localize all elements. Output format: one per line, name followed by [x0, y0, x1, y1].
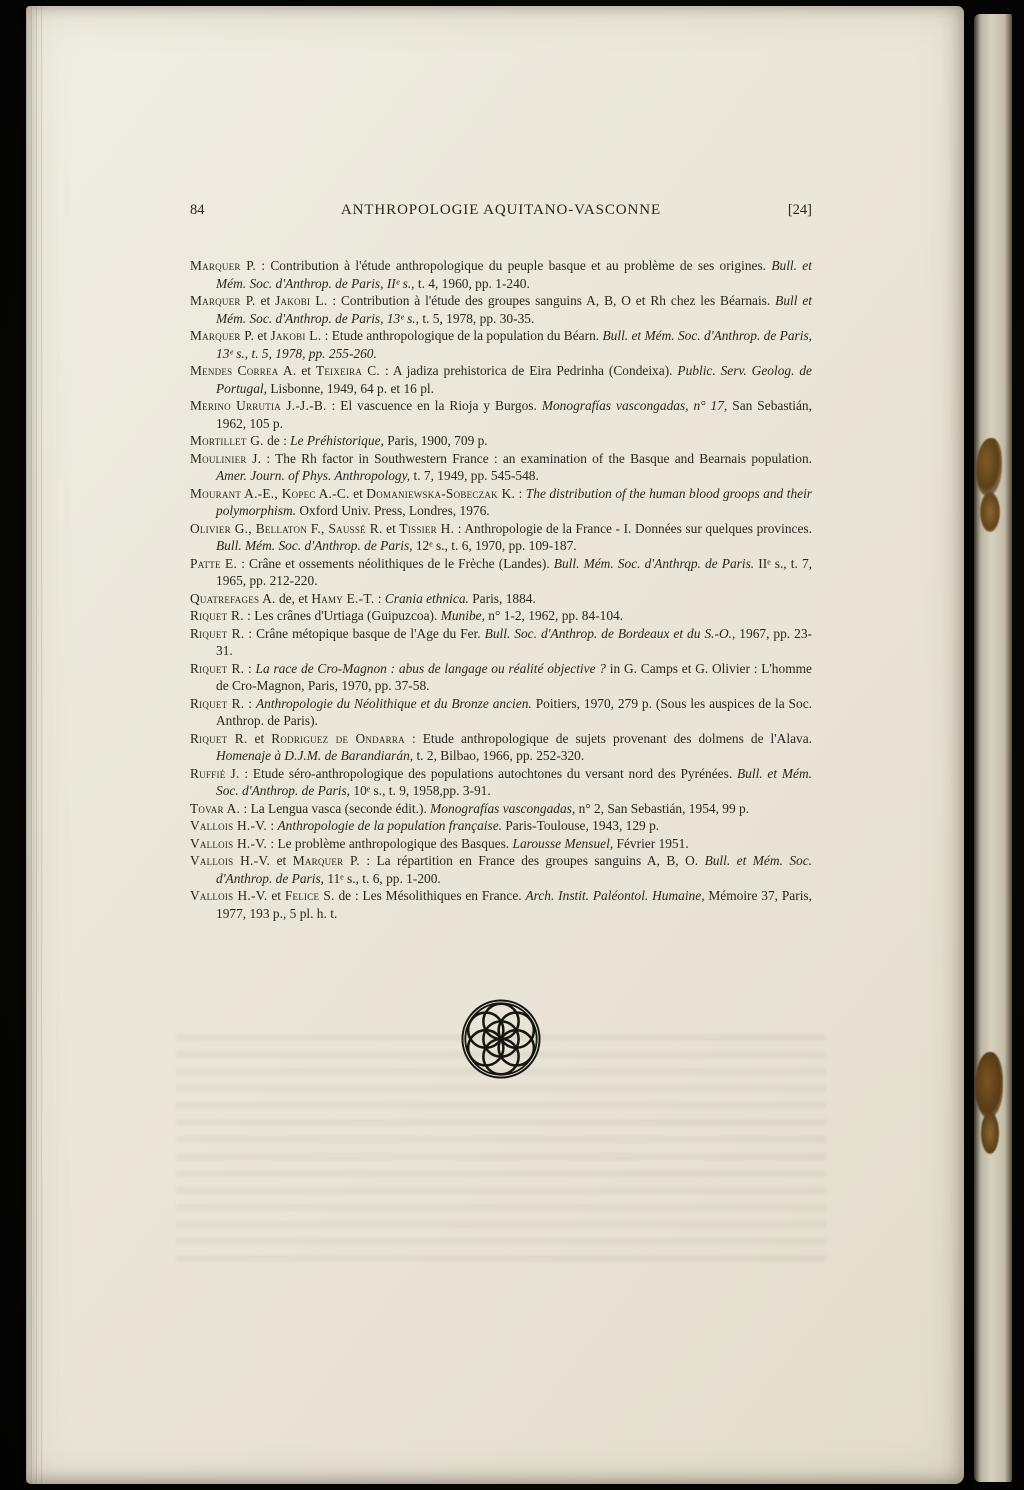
reference-text: : — [244, 695, 256, 711]
reference-text: : A jadiza prehistorica de Eira Pedrinha (Condeixa). — [380, 363, 678, 378]
author-name: Mendes Correa A. — [190, 363, 297, 378]
reference-text: et — [254, 328, 271, 343]
journal-title: Bull. et Mém. Soc. d'Anthrop. de Paris, — [216, 765, 812, 798]
reference-entry — [190, 485, 812, 520]
reference-text: : Les crânes d'Urtiaga (Guipuzcoa). — [243, 608, 441, 623]
bibliography-list — [190, 257, 812, 922]
author-name: Riquet R. — [190, 625, 245, 641]
reference-text: de : — [263, 433, 291, 448]
journal-title: Munibe, — [440, 608, 485, 623]
author-name: Marquer P. — [190, 293, 256, 308]
reference-text: Paris, 1884. — [468, 590, 536, 606]
reference-entry — [190, 450, 812, 485]
author-name: Olivier G., Bellaton F., Saussé R. — [190, 520, 383, 536]
reference-text: Paris, 1900, 709 p. — [383, 433, 488, 448]
reference-text: : Anthropologie de la France - I. Données sur quelques provinces. — [454, 520, 812, 536]
reference-text: 11ᵉ s., t. 6, pp. 1-200. — [324, 870, 441, 886]
journal-title: The distribution of the human blood groops and their polymorphism. — [216, 485, 813, 518]
author-name: Tovar A. — [190, 800, 241, 816]
book-page — [26, 6, 964, 1484]
reference-entry — [190, 765, 812, 800]
reference-text: : — [374, 590, 385, 606]
binding-stain — [975, 1052, 1003, 1118]
author-name: Moulinier J. — [190, 450, 262, 466]
author-name: Vallois H.-V. — [190, 818, 268, 833]
author-name: Rodriguez de Ondarra — [271, 730, 405, 746]
journal-title: Anthropologie de la population française. — [277, 818, 502, 833]
reference-text: 12ᵉ s., t. 6, 1970, pp. 109-187. — [412, 538, 577, 553]
reference-text: de, et — [275, 590, 312, 606]
reference-text: : Etude anthropologique de la population du Béarn. — [321, 328, 603, 343]
reference-text: Lisbonne, 1949, 64 p. et 16 pl. — [266, 380, 434, 396]
author-name: Jakobi L. — [275, 293, 328, 308]
adjacent-page-edge — [974, 14, 1012, 1482]
reference-text: et — [349, 485, 367, 501]
journal-title: La race de Cro-Magnon : abus de langage ou réalité objective ? — [255, 660, 607, 676]
reference-text: t. 5, 1978, pp. 30-35. — [419, 310, 535, 326]
reference-text: et — [247, 730, 272, 746]
reference-text: IIᵉ s., t. 7, 1965, pp. 212-220. — [216, 555, 812, 588]
reference-entry — [190, 730, 812, 765]
reference-entry — [190, 625, 812, 660]
reference-entry — [190, 817, 812, 835]
author-name: Mortillet G. — [190, 433, 264, 448]
author-name: Merino Urrutia J.-J.-B. — [190, 398, 327, 413]
reference-entry — [190, 835, 812, 853]
reference-text: et — [382, 520, 400, 536]
reference-text: Mémoire 37, Paris, 1977, 193 p., 5 pl. h. t. — [216, 888, 812, 921]
reference-entry — [190, 555, 812, 590]
author-name: Riquet R. — [190, 608, 244, 623]
running-title: ANTHROPOLOGIE AQUITANO-VASCONNE — [340, 202, 662, 218]
journal-title: Monografías vascongadas, n° 17, — [541, 398, 728, 413]
author-name: Marquer P. — [292, 853, 360, 868]
reference-entry — [190, 660, 812, 695]
author-name: Riquet R. — [190, 660, 245, 676]
reference-text: 10ᵉ s., t. 9, 1958,pp. 3-91. — [350, 783, 491, 798]
reference-text: : El vascuence en la Rioja y Burgos. — [326, 398, 542, 413]
author-name: Felice S. — [284, 888, 335, 903]
author-name: Vallois H.-V. — [190, 888, 268, 903]
author-name: Patte E. — [190, 555, 238, 571]
reference-text: San Sebastián, 1962, 105 p. — [216, 398, 812, 431]
reference-text: t. 4, 1960, pp. 1-240. — [414, 275, 530, 291]
author-name: Tissier H. — [399, 520, 455, 536]
journal-title: Crania ethnica. — [384, 590, 469, 606]
reference-text: de : Les Mésolithiques en France. — [334, 888, 526, 903]
reference-text: : Contribution à l'étude anthropologique du peuple basque et au problème de ses origines. — [256, 258, 772, 273]
reference-entry — [190, 852, 812, 887]
author-name: Vallois H.-V. — [190, 835, 268, 851]
reference-text: n° 2, San Sebastián, 1954, 99 p. — [575, 800, 750, 816]
author-name: Jakobi L. — [270, 328, 322, 343]
reference-text: : La répartition en France des groupes sanguins A, B, O. — [359, 853, 705, 868]
journal-title: Monografías vascongadas, — [430, 800, 576, 816]
reference-text: et — [270, 853, 293, 868]
page-content — [190, 6, 812, 1080]
reference-text: t. 7, 1949, pp. 545-548. — [410, 468, 539, 483]
author-name: Mourant A.-E., Kopec A.-C. — [190, 485, 350, 501]
reference-text: Poitiers, 1970, 279 p. (Sous les auspices de la Soc. Anthrop. de Paris). — [216, 695, 812, 728]
journal-title: Larousse Mensuel, — [512, 835, 614, 851]
reference-text: Oxford Univ. Press, Londres, 1976. — [295, 503, 490, 518]
binding-stain — [980, 492, 1000, 532]
reference-text: : — [515, 485, 526, 501]
author-name: Teixeira C. — [315, 363, 381, 378]
reference-text: Paris-Toulouse, 1943, 129 p. — [502, 818, 660, 833]
reference-entry — [190, 590, 812, 608]
reference-text: et — [296, 363, 316, 378]
author-name: Marquer P. — [190, 258, 257, 273]
reference-entry — [190, 257, 812, 292]
reference-text: in G. Camps et G. Olivier : L'homme de Cro-Magnon, Paris, 1970, pp. 37-58. — [216, 660, 812, 693]
reference-entry — [190, 397, 812, 432]
author-name: Riquet R. — [190, 730, 248, 746]
author-name: Hamy E.-T. — [311, 590, 375, 606]
bracket-number: [24] — [787, 202, 812, 218]
reference-entry — [190, 800, 812, 818]
journal-title: Bull. Soc. d'Anthrop. de Bordeaux et du S.-O., — [484, 625, 736, 641]
reference-text: : Contribution à l'étude des groupes sanguins A, B, O et Rh chez les Béarnais. — [327, 293, 776, 308]
reference-text: : — [244, 660, 256, 676]
reference-entry — [190, 607, 812, 625]
journal-title: Le Préhistorique, — [290, 433, 384, 448]
page-number: 84 — [190, 202, 205, 218]
reference-entry — [190, 362, 812, 397]
reference-text: et — [255, 293, 276, 308]
reference-entry — [190, 432, 812, 450]
journal-title: Bull. et Mém. Soc. d'Anthrop. de Paris, 13ᵉ s., t. 5, 1978, pp. 255-260. — [216, 328, 812, 361]
reference-text: et — [267, 888, 285, 903]
rosette-ornament-icon — [460, 998, 542, 1080]
reference-text: : Crâne métopique basque de l'Age du Fer. — [244, 625, 485, 641]
journal-title: Bull. et Mém. Soc. d'Anthrop. de Paris, IIᵉ s., — [216, 258, 812, 291]
author-name: Quatrefages A. — [190, 590, 276, 606]
binding-stain — [981, 1112, 999, 1154]
author-name: Domaniewska-Sobeczak K. — [366, 485, 516, 501]
reference-text: Février 1951. — [613, 835, 689, 851]
author-name: Ruffié J. — [190, 765, 240, 781]
journal-title: Arch. Instit. Paléontol. Humaine, — [525, 888, 705, 903]
running-head — [190, 6, 812, 219]
reference-text: : Etude séro-anthropologique des populations autochtones du versant nord des Pyrénées. — [239, 765, 737, 781]
reference-text: n° 1-2, 1962, pp. 84-104. — [484, 608, 624, 623]
journal-title: Bull. et Mém. Soc. d'Anthrop. de Paris, — [216, 853, 813, 886]
binding-stain — [976, 438, 1002, 496]
reference-text: : La Lengua vasca (seconde édit.). — [240, 800, 431, 816]
journal-title: Homenaje à D.J.M. de Barandiarán, — [216, 748, 414, 763]
reference-text: : Etude anthropologique de sujets provenant des dolmens de l'Alava. — [404, 730, 813, 746]
reference-text: : The Rh factor in Southwestern France : an examination of the Basque and Bearnais population. — [261, 450, 812, 466]
author-name: Marquer P. — [190, 328, 255, 343]
journal-title: Bull. Mém. Soc. d'Anthrqp. de Paris. — [553, 555, 755, 571]
journal-title: Bull et Mém. Soc. d'Anthrop. de Paris, 13ᵉ s., — [216, 293, 813, 326]
journal-title: Anthropologie du Néolithique et du Bronze ancien. — [255, 695, 532, 711]
reference-entry — [190, 520, 812, 555]
reference-entry — [190, 292, 812, 327]
reference-text: : — [267, 818, 278, 833]
reference-text: : Le problème anthropologique des Basques. — [267, 835, 513, 851]
journal-title: Public. Serv. Geolog. de Portugal, — [216, 363, 812, 396]
author-name: Vallois H.-V. — [190, 853, 271, 868]
journal-title: Bull. Mém. Soc. d'Anthrop. de Paris, — [216, 538, 413, 553]
author-name: Riquet R. — [190, 695, 245, 711]
reference-entry — [190, 887, 812, 922]
reference-entry — [190, 695, 812, 730]
reference-entry — [190, 327, 812, 362]
reference-text: 1967, pp. 23-31. — [216, 625, 812, 658]
page-stack-edges — [26, 6, 42, 1484]
reference-text: : Crâne et ossements néolithiques de le Frèche (Landes). — [237, 555, 554, 571]
journal-title: Amer. Journ. of Phys. Anthropology, — [216, 468, 411, 483]
reference-text: t. 2, Bilbao, 1966, pp. 252-320. — [413, 748, 585, 763]
